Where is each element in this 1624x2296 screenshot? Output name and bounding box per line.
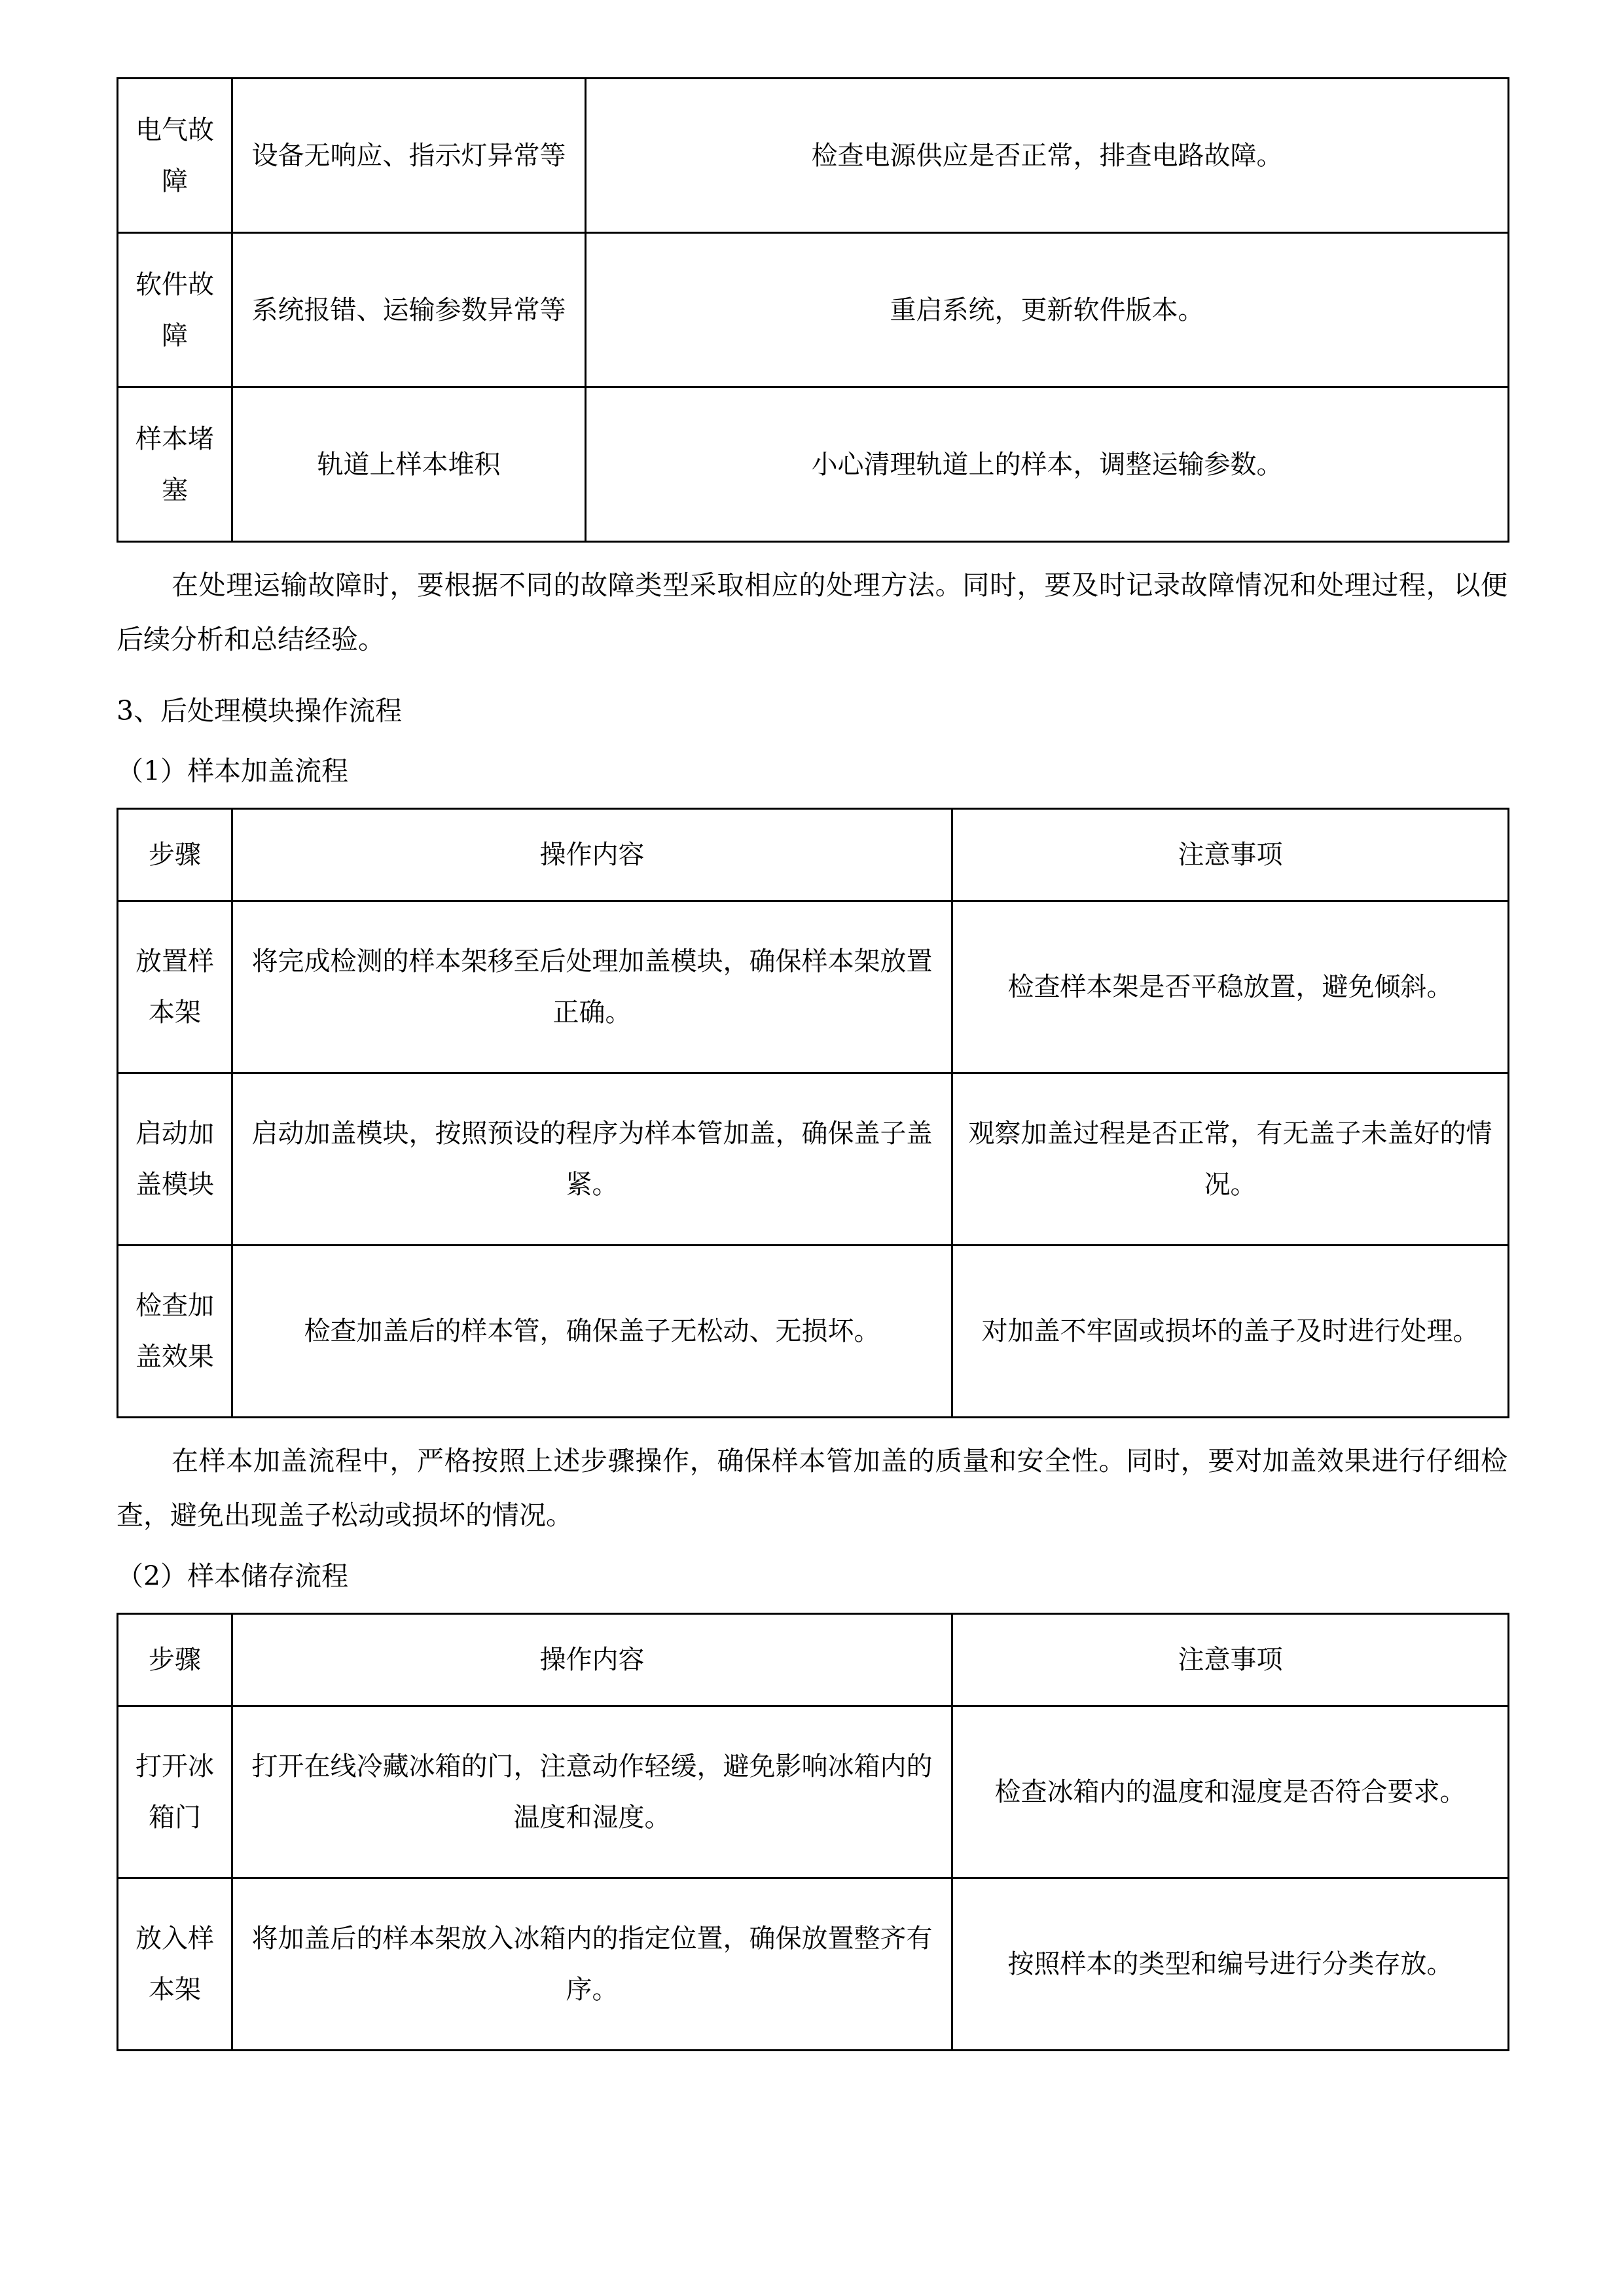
- fault-symptom-cell: 轨道上样本堆积: [232, 387, 586, 542]
- subheading-storage-flow: （2）样本储存流程: [117, 1560, 349, 1592]
- step-name-cell: 检查加盖效果: [118, 1246, 232, 1418]
- heading-postprocessing-module: 3、后处理模块操作流程: [117, 694, 403, 726]
- table-row: [118, 901, 1509, 1073]
- step-notes-cell: 对加盖不牢固或损坏的盖子及时进行处理。: [952, 1246, 1509, 1418]
- paragraph-fault-handling: 在处理运输故障时，要根据不同的故障类型采取相应的处理方法。同时，要及时记录故障情况和处理过程，以便后续分析和总结经验。: [117, 569, 1507, 655]
- table-row: [118, 233, 1509, 387]
- subheading-capping-flow: （1）样本加盖流程: [117, 755, 349, 787]
- column-header-step: 步骤: [118, 1613, 232, 1706]
- capping-flow-table: [117, 808, 1509, 1418]
- table-row: [118, 1878, 1509, 2050]
- step-content-cell: 打开在线冷藏冰箱的门，注意动作轻缓，避免影响冰箱内的温度和湿度。: [232, 1706, 952, 1878]
- column-header-content: 操作内容: [232, 809, 952, 901]
- step-name-cell: 放入样本架: [118, 1878, 232, 2050]
- document-body: [117, 77, 1507, 2051]
- column-header-content: 操作内容: [232, 1613, 952, 1706]
- table-header-row: [118, 809, 1509, 901]
- paragraph-capping-summary: 在样本加盖流程中，严格按照上述步骤操作，确保样本管加盖的质量和安全性。同时，要对加盖效果进行仔细检查，避免出现盖子松动或损坏的情况。: [117, 1445, 1507, 1532]
- fault-type-cell: 样本堵塞: [118, 387, 232, 542]
- fault-handling-cell: 检查电源供应是否正常，排查电路故障。: [586, 79, 1509, 233]
- fault-handling-table: [117, 77, 1509, 543]
- fault-handling-cell: 小心清理轨道上的样本，调整运输参数。: [586, 387, 1509, 542]
- fault-symptom-cell: 设备无响应、指示灯异常等: [232, 79, 586, 233]
- table-header-row: [118, 1613, 1509, 1706]
- storage-flow-table: [117, 1613, 1509, 2051]
- table-row: [118, 79, 1509, 233]
- step-content-cell: 启动加盖模块，按照预设的程序为样本管加盖，确保盖子盖紧。: [232, 1073, 952, 1246]
- table-row: [118, 387, 1509, 542]
- step-content-cell: 检查加盖后的样本管，确保盖子无松动、无损坏。: [232, 1246, 952, 1418]
- step-notes-cell: 检查冰箱内的温度和湿度是否符合要求。: [952, 1706, 1509, 1878]
- column-header-notes: 注意事项: [952, 1613, 1509, 1706]
- step-notes-cell: 观察加盖过程是否正常，有无盖子未盖好的情况。: [952, 1073, 1509, 1246]
- fault-type-cell: 电气故障: [118, 79, 232, 233]
- step-name-cell: 打开冰箱门: [118, 1706, 232, 1878]
- table-row: [118, 1706, 1509, 1878]
- column-header-step: 步骤: [118, 809, 232, 901]
- step-content-cell: 将完成检测的样本架移至后处理加盖模块，确保样本架放置正确。: [232, 901, 952, 1073]
- step-name-cell: 启动加盖模块: [118, 1073, 232, 1246]
- step-name-cell: 放置样本架: [118, 901, 232, 1073]
- step-content-cell: 将加盖后的样本架放入冰箱内的指定位置，确保放置整齐有序。: [232, 1878, 952, 2050]
- step-notes-cell: 按照样本的类型和编号进行分类存放。: [952, 1878, 1509, 2050]
- fault-type-cell: 软件故障: [118, 233, 232, 387]
- column-header-notes: 注意事项: [952, 809, 1509, 901]
- step-notes-cell: 检查样本架是否平稳放置，避免倾斜。: [952, 901, 1509, 1073]
- table-row: [118, 1073, 1509, 1246]
- table-row: [118, 1246, 1509, 1418]
- fault-handling-cell: 重启系统，更新软件版本。: [586, 233, 1509, 387]
- fault-symptom-cell: 系统报错、运输参数异常等: [232, 233, 586, 387]
